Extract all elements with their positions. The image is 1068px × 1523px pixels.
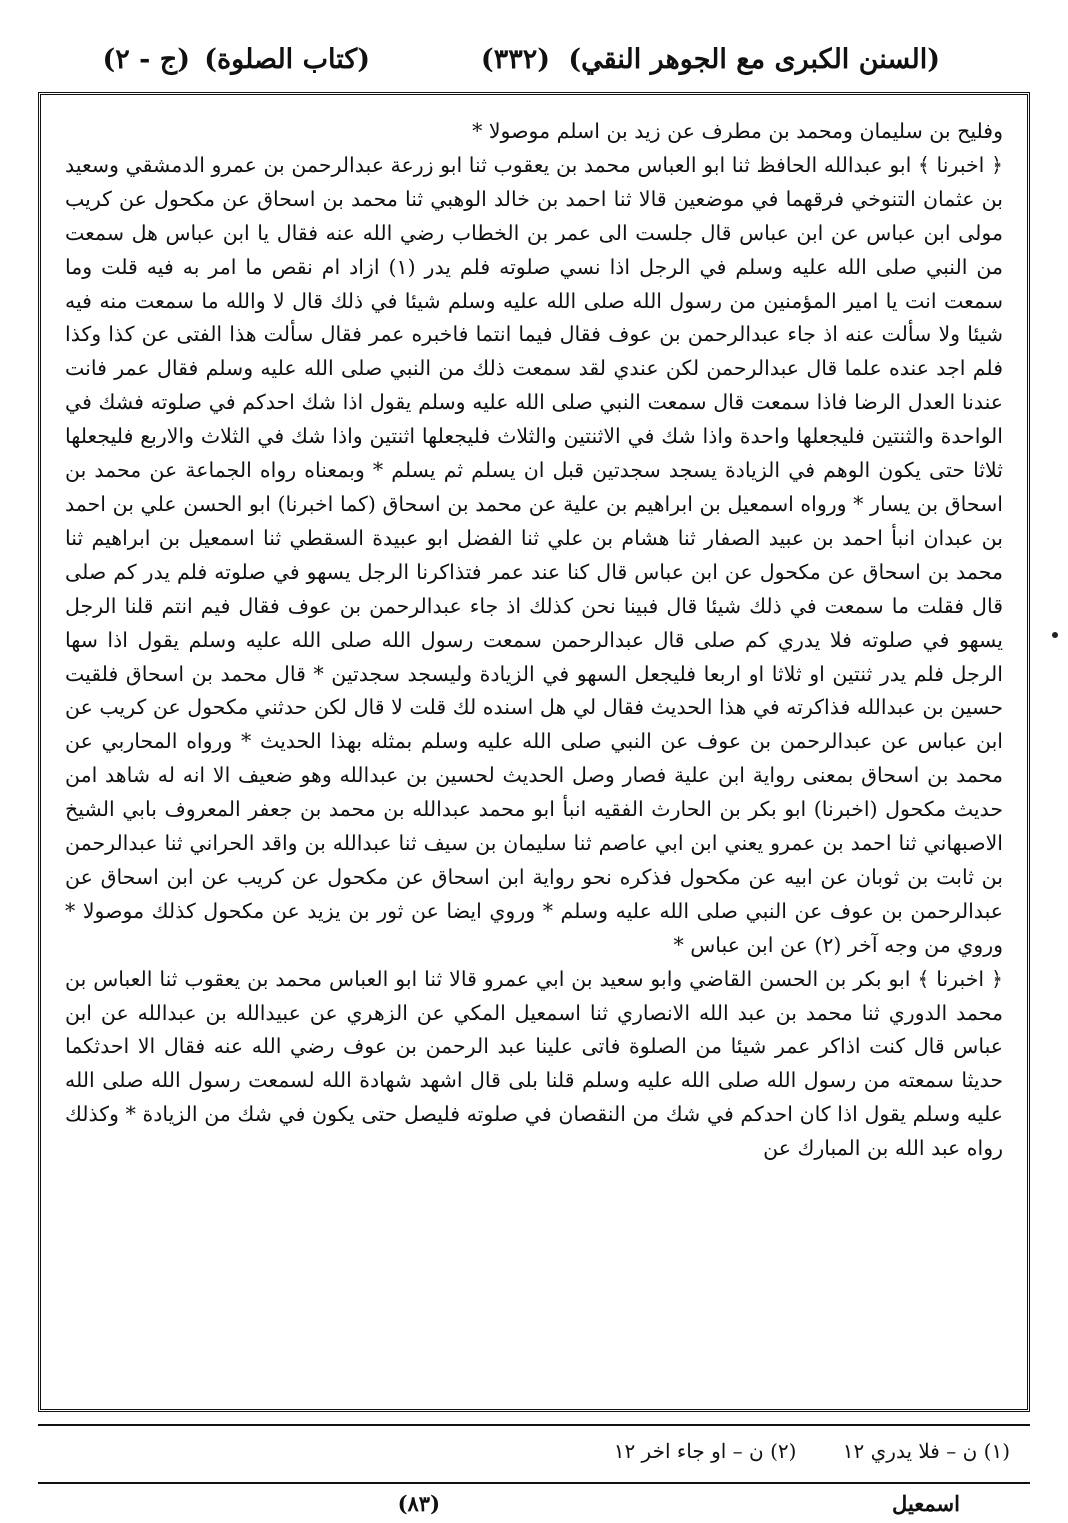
page-footer (60, 1488, 960, 1520)
footnotes (38, 1424, 1030, 1484)
paragraph: وفليح بن سليمان ومحمد بن مطرف عن زيد بن اسلم موصولا * (472, 119, 1003, 143)
main-text (65, 115, 1003, 1166)
page-number: (٣٣٢) (480, 44, 550, 75)
header-title: (السنن الكبرى مع الجوهر النقي) (568, 44, 940, 75)
margin-mark (1052, 632, 1058, 638)
text-frame (38, 92, 1030, 1412)
paragraph: ﴿ اخبرنا ﴾ ابو بكر بن الحسن القاضي وابو سعيد بن ابي عمرو قالا ثنا ابو العباس محمد بن يعقوب ثنا العباس بن محمد الدوري ثنا محمد بن عبد الله الانصاري ثنا اسمعيل المكي عن الزهري عن عبيدالله بن عبدالله عن ابن عباس قال كنت اذاكر عمر شيئا من الصلوة فاتى علينا عبد الرحمن بن عوف رضي الله عنه فقال الا احدثكما حديثا سمعته من رسول الله صلى الله عليه وسلم قلنا بلى قال اشهد شهادة الله لسمعت رسول الله صلى الله عليه وسلم يقول اذا كان احدكم في شك من النقصان في صلوته فليصل حتى يكون في شك من الزيادة * وكذلك رواه عبد الله بن المبارك عن (65, 966, 1003, 1161)
paragraph: ﴿ اخبرنا ﴾ ابو عبدالله الحافظ ثنا ابو العباس محمد بن يعقوب ثنا ابو زرعة عبدالرحمن بن عمرو الدمشقي وسعيد بن عثمان التنوخي فرقهما في موضعين قالا ثنا احمد بن خالد الوهبي ثنا محمد بن اسحاق عن مكحول عن كريب مولى ابن عباس عن ابن عباس قال جلست الى عمر بن الخطاب رضي الله عنه فقال يا ابن عباس هل سمعت من النبي صلى الله عليه وسلم في الرجل اذا نسي صلوته فلم يدر (١) ازاد ام نقص ما امر به فيه قلت وما سمعت انت يا امير المؤمنين من رسول الله صلى الله عليه وسلم شيئا في ذلك قال لا والله ما سمعت منه فيه شيئا ولا سألت عنه اذ جاء عبدالرحمن بن عوف فقال فيما انتما فاخبره عمر فقال سألت هذا الفتى عن كذا وكذا فلم اجد عنده علما قال عبدالرحمن لكن عندي لقد سمعت ذلك من النبي صلى الله عليه وسلم فقال عمر فانت عندنا العدل الرضا فاذا سمعت قال سمعت النبي صلى الله عليه وسلم يقول اذا شك احدكم في صلوته فشك في الواحدة والثنتين فليجعلها واحدة واذا شك في الاثنتين والثلاث فليجعلها اثنتين واذا شك في الثلاث والاربع فليجعلها ثلاثا حتى يكون الوهم في الزيادة يسجد سجدتين قبل ان يسلم ثم يسلم * وبمعناه رواه الجماعة عن محمد بن اسحاق بن يسار * ورواه اسمعيل بن ابراهيم بن علية عن محمد بن اسحاق (كما اخبرنا) ابو الحسن علي بن احمد بن عبدان انبأ احمد بن عبيد الصفار ثنا هشام بن علي ثنا الفضل ابو عبيدة السقطي ثنا اسمعيل بن ابراهيم ثنا محمد بن اسحاق عن مكحول عن ابن عباس قال كنا عند عمر فتذاكرنا الرجل يسهو في صلوته فلم يدر كم صلى قال فقلت ما سمعت في ذلك شيئا قال فبينا نحن كذلك اذ جاء عبدالرحمن بن عوف فقال فيم انتم قلنا الرجل يسهو في صلوته فلا يدري كم صلى قال عبدالرحمن سمعت رسول الله صلى الله عليه وسلم يقول اذا سها الرجل فلم يدر ثنتين او ثلاثا او اربعا فليجعل السهو في الزيادة وليسجد سجدتين * قال محمد بن اسحاق فلقيت حسين بن عبدالله فذاكرته في هذا الحديث فقال لي هل اسنده لك قلت لا قال لكن حدثني مكحول عن كريب عن ابن عباس عن عبدالرحمن بن عوف عن النبي صلى الله عليه وسلم بمثله بهذا الحديث * ورواه المحاربي عن محمد بن اسحاق بمعنى رواية ابن علية فصار وصل الحديث لحسين بن عبدالله وهو ضعيف الا انه له شاهد امن حديث مكحول (اخبرنا) ابو بكر بن الحارث الفقيه انبأ ابو محمد عبدالله بن محمد بن جعفر المعروف بابي الشيخ الاصبهاني ثنا احمد بن عمرو يعني ابن ابي عاصم ثنا سليمان بن سيف ثنا عبدالله بن واقد الحراني ثنا عبدالرحمن بن ثابت بن ثوبان عن ابيه عن مكحول فذكره نحو رواية ابن اسحاق عن مكحول عن كريب عن ابن اسحاق عن عبدالرحمن بن عوف عن النبي صلى الله عليه وسلم * وروي ايضا عن ثور بن يزيد عن مكحول كذلك موصولا * وروي من وجه آخر (٢) عن ابن عباس * (65, 152, 1004, 957)
catchword: اسمعيل (892, 1491, 960, 1516)
running-header (80, 38, 940, 82)
volume-label: (ج - ٢) (102, 44, 190, 75)
sheet-number: (٨٣) (397, 1491, 440, 1516)
footnote-divider (38, 1424, 1030, 1426)
book-title: (كتاب الصلوة) (204, 44, 370, 75)
footnote-2: (٢) ن – او جاء اخر ١٢ (613, 1439, 797, 1463)
footnote-1: (١) ن – فلا يدري ١٢ (842, 1439, 1010, 1463)
